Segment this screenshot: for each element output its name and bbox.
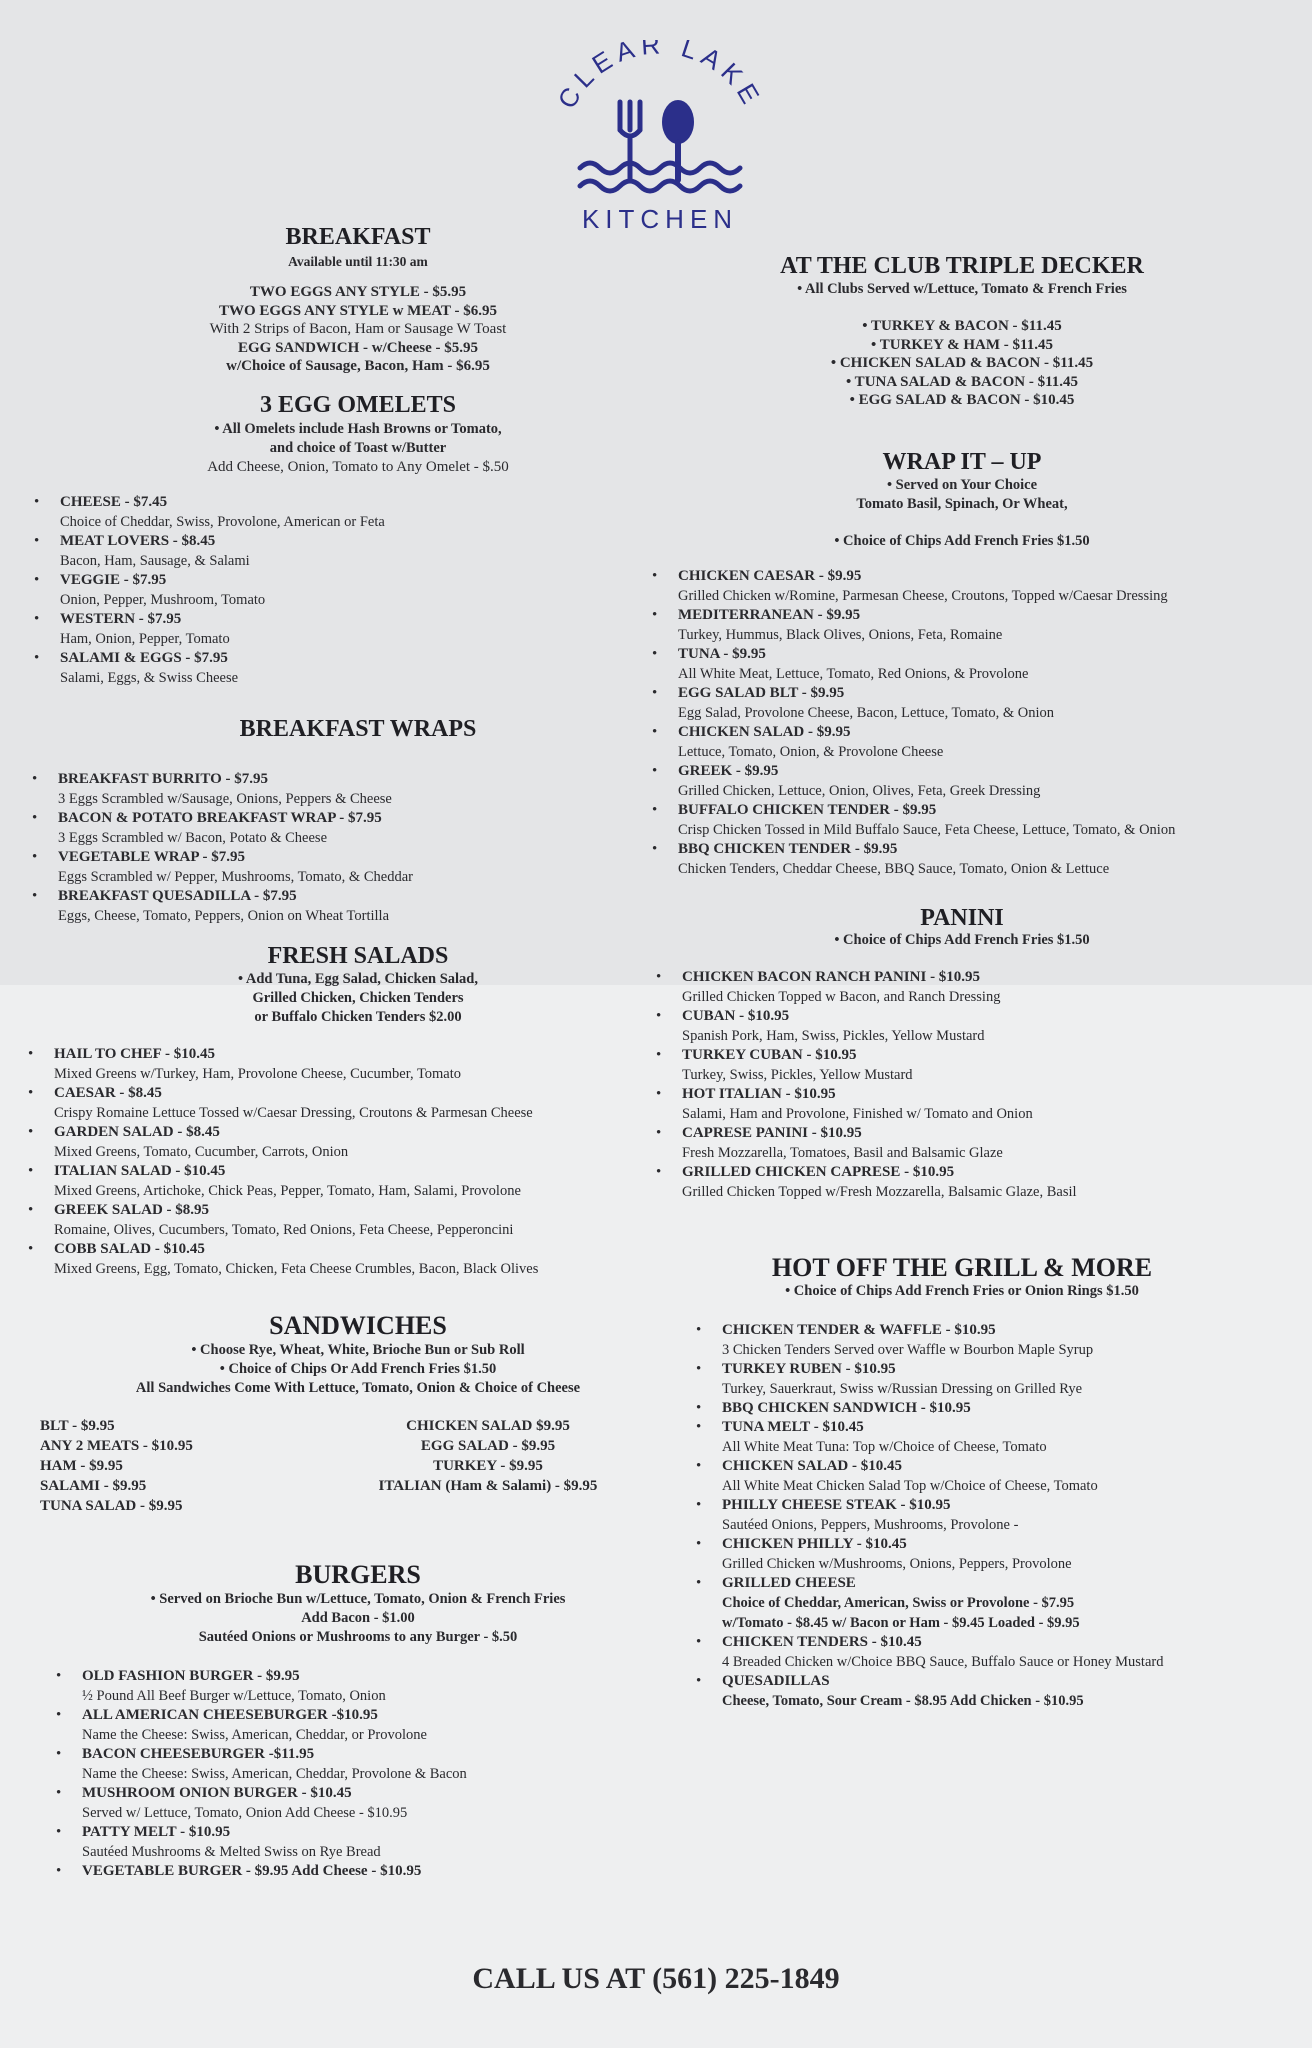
burger-item-name: • OLD FASHION BURGER - $9.95 xyxy=(82,1667,300,1684)
salad-item-desc: Crispy Romaine Lettuce Tossed w/Caesar Dressing, Croutons & Parmesan Cheese xyxy=(54,1104,533,1121)
panini-item-name: • CUBAN - $10.95 xyxy=(682,1007,790,1024)
clubs-title: AT THE CLUB TRIPLE DECKER xyxy=(780,253,1144,279)
wrap-item-name: • MEDITERRANEAN - $9.95 xyxy=(678,606,861,623)
grill-item xyxy=(696,1457,1272,1496)
burgers-title: BURGERS xyxy=(295,1559,421,1589)
burger-item-name: • BACON CHEESEBURGER -$11.95 xyxy=(82,1745,315,1762)
salad-item-desc: Mixed Greens, Artichoke, Chick Peas, Pepper, Tomato, Ham, Salami, Provolone xyxy=(54,1182,521,1199)
wraps-note-2: Tomato Basil, Spinach, Or Wheat, xyxy=(856,495,1068,512)
clubs-list xyxy=(652,317,1272,410)
salads-title: FRESH SALADS xyxy=(267,942,449,969)
salad-item xyxy=(28,1045,688,1084)
wrap-item xyxy=(652,645,1292,684)
panini-item-desc: Spanish Pork, Ham, Swiss, Pickles, Yellow Mustard xyxy=(682,1027,985,1044)
burger-item-name: • MUSHROOM ONION BURGER - $10.45 xyxy=(82,1784,352,1801)
burger-item-name: • ALL AMERICAN CHEESEBURGER -$10.95 xyxy=(82,1706,378,1723)
burger-item xyxy=(56,1667,688,1706)
wrap-item xyxy=(652,723,1292,762)
breakfast-section xyxy=(28,222,688,376)
omelet-item xyxy=(34,610,688,649)
wrap-item xyxy=(652,567,1292,606)
panini-item-desc: Grilled Chicken Topped w Bacon, and Ranch Dressing xyxy=(682,988,1001,1005)
sandwich-item: ITALIAN (Ham & Salami) - $9.95 xyxy=(378,1477,598,1494)
breakfast-wrap-item-name: • VEGETABLE WRAP - $7.95 xyxy=(58,848,245,865)
breakfast-line: TWO EGGS ANY STYLE - $5.95 xyxy=(249,284,467,300)
logo-kitchen-text: KITCHEN xyxy=(581,204,739,234)
burger-item xyxy=(56,1784,688,1823)
breakfast-wrap-item-name: • BREAKFAST QUESADILLA - $7.95 xyxy=(58,887,297,904)
wrap-item-desc: Turkey, Hummus, Black Olives, Onions, Feta, Romaine xyxy=(678,626,1003,643)
grill-item xyxy=(696,1672,1272,1711)
grill-item-desc: Cheese, Tomato, Sour Cream - $8.95 Add Chicken - $10.95 xyxy=(722,1692,1084,1709)
breakfast-line: TWO EGGS ANY STYLE w MEAT - $6.95 xyxy=(218,302,498,319)
panini-section xyxy=(652,905,1272,1202)
grill-list xyxy=(696,1321,1272,1711)
omelet-item xyxy=(34,532,688,571)
omelet-item-name: • WESTERN - $7.95 xyxy=(60,610,182,627)
omelets-note-2: and choice of Toast w/Butter xyxy=(269,439,447,456)
salad-item-name: • COBB SALAD - $10.45 xyxy=(54,1240,205,1257)
breakfast-line: With 2 Strips of Bacon, Ham or Sausage W Toast xyxy=(209,321,507,337)
grill-item-desc: All White Meat Chicken Salad Top w/Choice of Cheese, Tomato xyxy=(722,1477,1098,1494)
grill-section xyxy=(652,1254,1272,1711)
omelet-item-name: • CHEESE - $7.45 xyxy=(60,493,168,510)
grill-item-name: • CHICKEN TENDERS - $10.45 xyxy=(722,1633,922,1650)
omelets-list xyxy=(34,493,688,688)
burger-item-desc: ½ Pound All Beef Burger w/Lettuce, Tomato, Onion xyxy=(82,1687,386,1704)
breakfast-wrap-item-desc: Eggs Scrambled w/ Pepper, Mushrooms, Tomato, & Cheddar xyxy=(58,868,413,885)
wrap-item xyxy=(652,606,1292,645)
salad-item xyxy=(28,1162,688,1201)
club-item: • EGG SALAD & BACON - $10.45 xyxy=(849,392,1075,408)
salads-list xyxy=(28,1045,688,1279)
omelets-title: 3 EGG OMELETS xyxy=(259,391,457,418)
omelet-item xyxy=(34,571,688,610)
wrap-item xyxy=(652,762,1292,801)
panini-title: PANINI xyxy=(920,904,1004,931)
club-item: • TUNA SALAD & BACON - $11.45 xyxy=(845,373,1079,390)
breakfast-wrap-item xyxy=(32,770,688,809)
omelets-note-1: • All Omelets include Hash Browns or Tomato, xyxy=(214,420,502,437)
grill-item xyxy=(696,1418,1272,1457)
salad-item xyxy=(28,1084,688,1123)
omelet-item-desc: Ham, Onion, Pepper, Tomato xyxy=(60,630,230,647)
panini-list xyxy=(656,968,1272,1202)
grill-title: HOT OFF THE GRILL & MORE xyxy=(771,1252,1153,1282)
burger-item-name: • VEGETABLE BURGER - $9.95 Add Cheese - $10.95 xyxy=(82,1862,422,1879)
breakfast-wrap-item-desc: Eggs, Cheese, Tomato, Peppers, Onion on Wheat Tortilla xyxy=(58,907,390,924)
panini-item-name: • TURKEY CUBAN - $10.95 xyxy=(682,1046,857,1063)
omelet-item-name: • MEAT LOVERS - $8.45 xyxy=(60,532,216,549)
omelet-item xyxy=(34,493,688,532)
breakfast-wrap-item xyxy=(32,848,688,887)
omelet-item-name: • SALAMI & EGGS - $7.95 xyxy=(60,649,228,666)
panini-item xyxy=(656,1085,1272,1124)
wrap-item-desc: All White Meat, Lettuce, Tomato, Red Onions, & Provolone xyxy=(678,665,1029,682)
svg-text:CLEAR LAKE xyxy=(552,40,769,114)
wrap-item-name: • BUFFALO CHICKEN TENDER - $9.95 xyxy=(678,801,937,818)
burgers-note-3: Sautéed Onions or Mushrooms to any Burger - $.50 xyxy=(198,1628,518,1645)
sandwich-item: HAM - $9.95 xyxy=(40,1457,123,1474)
burgers-note-2: Add Bacon - $1.00 xyxy=(301,1609,415,1626)
wrap-item xyxy=(652,840,1292,879)
wraps-chips-note: • Choice of Chips Add French Fries $1.50 xyxy=(834,532,1090,549)
phone-number: CALL US AT (561) 225-1849 xyxy=(472,1962,840,1995)
grill-item xyxy=(696,1321,1272,1360)
grill-item-name: • QUESADILLAS xyxy=(722,1672,830,1689)
sandwich-item: EGG SALAD - $9.95 xyxy=(420,1437,556,1454)
breakfast-wraps-list xyxy=(32,770,688,926)
salad-item-desc: Mixed Greens, Tomato, Cucumber, Carrots, Onion xyxy=(54,1143,349,1160)
grill-item-name: • PHILLY CHEESE STEAK - $10.95 xyxy=(722,1496,951,1513)
panini-item-name: • CAPRESE PANINI - $10.95 xyxy=(682,1124,862,1141)
grill-item xyxy=(696,1633,1272,1672)
breakfast-wrap-item-desc: 3 Eggs Scrambled w/ Bacon, Potato & Cheese xyxy=(58,829,328,846)
sandwiches-right-list xyxy=(328,1416,648,1496)
grill-item-desc: 4 Breaded Chicken w/Choice BBQ Sauce, Buffalo Sauce or Honey Mustard xyxy=(722,1653,1164,1670)
burger-item xyxy=(56,1862,688,1881)
clubs-note: • All Clubs Served w/Lettuce, Tomato & French Fries xyxy=(797,281,1127,297)
wrap-item-name: • TUNA - $9.95 xyxy=(678,645,766,662)
panini-note: • Choice of Chips Add French Fries $1.50 xyxy=(834,931,1090,948)
sandwiches-note-1: • Choose Rye, Wheat, White, Brioche Bun or Sub Roll xyxy=(191,1341,525,1358)
salads-note-3: or Buffalo Chicken Tenders $2.00 xyxy=(254,1008,462,1025)
grill-item-name: • TUNA MELT - $10.45 xyxy=(722,1418,864,1435)
sandwich-item: SALAMI - $9.95 xyxy=(40,1477,147,1494)
panini-item-name: • HOT ITALIAN - $10.95 xyxy=(682,1085,836,1102)
panini-item xyxy=(656,1124,1272,1163)
wrap-item-name: • GREEK - $9.95 xyxy=(678,762,779,779)
grill-item-desc: Choice of Cheddar, American, Swiss or Provolone - $7.95 xyxy=(722,1594,1075,1611)
breakfast-wrap-item xyxy=(32,887,688,926)
burger-item xyxy=(56,1706,688,1745)
grill-item-desc: w/Tomato - $8.45 w/ Bacon or Ham - $9.45 Loaded - $9.95 xyxy=(722,1614,1080,1631)
club-item: • CHICKEN SALAD & BACON - $11.45 xyxy=(830,355,1094,371)
breakfast-wrap-item-name: • BACON & POTATO BREAKFAST WRAP - $7.95 xyxy=(58,809,382,826)
breakfast-line: EGG SANDWICH - w/Cheese - $5.95 xyxy=(238,339,478,356)
wrap-item-desc: Grilled Chicken w/Romine, Parmesan Cheese, Croutons, Topped w/Caesar Dressing xyxy=(678,587,1168,604)
omelet-item-name: • VEGGIE - $7.95 xyxy=(60,571,167,588)
omelet-item xyxy=(34,649,688,688)
grill-item xyxy=(696,1496,1272,1535)
burger-item-desc: Name the Cheese: Swiss, American, Cheddar, or Provolone xyxy=(82,1726,427,1743)
burger-item-desc: Name the Cheese: Swiss, American, Cheddar, Provolone & Bacon xyxy=(82,1765,467,1782)
grill-item-desc: 3 Chicken Tenders Served over Waffle w Bourbon Maple Syrup xyxy=(722,1341,1094,1358)
grill-item-name: • CHICKEN TENDER & WAFFLE - $10.95 xyxy=(722,1321,996,1338)
wrap-item-desc: Grilled Chicken, Lettuce, Onion, Olives, Feta, Greek Dressing xyxy=(678,782,1041,799)
grill-item-desc: Turkey, Sauerkraut, Swiss w/Russian Dressing on Grilled Rye xyxy=(722,1380,1083,1397)
sandwich-item: CHICKEN SALAD $9.95 xyxy=(406,1417,570,1434)
sandwiches-note-2: • Choice of Chips Or Add French Fries $1.50 xyxy=(219,1360,497,1377)
grill-item-name: • GRILLED CHEESE xyxy=(722,1574,856,1591)
burger-item-desc: Served w/ Lettuce, Tomato, Onion Add Cheese - $10.95 xyxy=(82,1804,408,1821)
sandwiches-note-3: All Sandwiches Come With Lettuce, Tomato, Onion & Choice of Cheese xyxy=(135,1379,581,1396)
grill-item-name: • CHICKEN SALAD - $10.45 xyxy=(722,1457,903,1474)
wraps-list xyxy=(652,567,1292,879)
wrap-item xyxy=(652,684,1292,723)
grill-item-name: • CHICKEN PHILLY - $10.45 xyxy=(722,1535,907,1552)
burgers-note-1: • Served on Brioche Bun w/Lettuce, Tomato, Onion & French Fries xyxy=(150,1590,566,1607)
omelets-addon: Add Cheese, Onion, Tomato to Any Omelet - $.50 xyxy=(207,458,509,475)
grill-item xyxy=(696,1535,1272,1574)
logo-arc-text: CLEAR LAKE xyxy=(551,40,769,114)
wrap-item-desc: Egg Salad, Provolone Cheese, Bacon, Lettuce, Tomato, & Onion xyxy=(678,704,1055,721)
wrap-item-desc: Crisp Chicken Tossed in Mild Buffalo Sauce, Feta Cheese, Lettuce, Tomato, & Onion xyxy=(678,821,1176,838)
breakfast-subtitle: Available until 11:30 am xyxy=(288,254,428,269)
omelets-section xyxy=(28,390,688,688)
club-item: • TURKEY & HAM - $11.45 xyxy=(871,336,1053,353)
wrap-item-name: • CHICKEN SALAD - $9.95 xyxy=(678,723,851,740)
grill-item xyxy=(696,1360,1272,1399)
wrap-item xyxy=(652,801,1292,840)
grill-note: • Choice of Chips Add French Fries or Onion Rings $1.50 xyxy=(785,1282,1139,1299)
panini-item-desc: Grilled Chicken Topped w/Fresh Mozzarella, Balsamic Glaze, Basil xyxy=(682,1183,1077,1200)
sandwiches-grid xyxy=(28,1416,688,1516)
grill-item-name: • BBQ CHICKEN SANDWICH - $10.95 xyxy=(722,1399,971,1416)
sandwich-item: ANY 2 MEATS - $10.95 xyxy=(40,1437,193,1454)
breakfast-wrap-item-name: • BREAKFAST BURRITO - $7.95 xyxy=(58,770,269,787)
breakfast-wraps-title: BREAKFAST WRAPS xyxy=(239,715,477,742)
breakfast-wrap-item-desc: 3 Eggs Scrambled w/Sausage, Onions, Peppers & Cheese xyxy=(58,790,392,807)
panini-item-desc: Fresh Mozzarella, Tomatoes, Basil and Balsamic Glaze xyxy=(682,1144,1003,1161)
panini-item xyxy=(656,968,1272,1007)
salads-note-2: Grilled Chicken, Chicken Tenders xyxy=(252,989,464,1006)
salad-item xyxy=(28,1201,688,1240)
burgers-list xyxy=(56,1667,688,1881)
salad-item-desc: Mixed Greens, Egg, Tomato, Chicken, Feta Cheese Crumbles, Bacon, Black Olives xyxy=(54,1260,539,1277)
grill-item-name: • TURKEY RUBEN - $10.95 xyxy=(722,1360,896,1377)
grill-item xyxy=(696,1399,1272,1418)
panini-item-name: • CHICKEN BACON RANCH PANINI - $10.95 xyxy=(682,968,981,985)
wraps-note-1: • Served on Your Choice xyxy=(886,476,1038,493)
sandwich-item: TURKEY - $9.95 xyxy=(433,1457,543,1474)
right-column xyxy=(652,252,1292,1711)
burger-item-name: • PATTY MELT - $10.95 xyxy=(82,1823,231,1840)
wrap-item-desc: Chicken Tenders, Cheddar Cheese, BBQ Sauce, Tomato, Onion & Lettuce xyxy=(678,860,1110,877)
clubs-section xyxy=(652,252,1272,410)
wraps-section xyxy=(652,448,1272,879)
sandwich-item: BLT - $9.95 xyxy=(40,1417,115,1434)
salad-item-name: • GREEK SALAD - $8.95 xyxy=(54,1201,210,1218)
grill-item-desc: Sautéed Onions, Peppers, Mushrooms, Provolone - xyxy=(722,1516,1019,1533)
restaurant-logo xyxy=(540,40,780,240)
sandwich-item: TUNA SALAD - $9.95 xyxy=(40,1497,183,1514)
salad-item-name: • CAESAR - $8.45 xyxy=(54,1084,162,1101)
breakfast-title: BREAKFAST xyxy=(285,224,431,250)
panini-item-desc: Salami, Ham and Provolone, Finished w/ Tomato and Onion xyxy=(682,1105,1033,1122)
salad-item xyxy=(28,1123,688,1162)
wrap-item-name: • BBQ CHICKEN TENDER - $9.95 xyxy=(678,840,898,857)
panini-item-name: • GRILLED CHICKEN CAPRESE - $10.95 xyxy=(682,1163,955,1180)
left-column xyxy=(28,222,688,1881)
salad-item-desc: Mixed Greens w/Turkey, Ham, Provolone Cheese, Cucumber, Tomato xyxy=(54,1065,462,1082)
salads-section xyxy=(28,942,688,1279)
breakfast-lines xyxy=(28,283,688,376)
wrap-item-name: • CHICKEN CAESAR - $9.95 xyxy=(678,567,862,584)
breakfast-line: w/Choice of Sausage, Bacon, Ham - $6.95 xyxy=(226,358,490,374)
burgers-section xyxy=(28,1560,688,1881)
sandwiches-section xyxy=(28,1311,688,1516)
burger-item-desc: Sautéed Mushrooms & Melted Swiss on Rye Bread xyxy=(82,1843,381,1860)
panini-item-desc: Turkey, Swiss, Pickles, Yellow Mustard xyxy=(682,1066,913,1083)
burger-item xyxy=(56,1745,688,1784)
panini-item xyxy=(656,1163,1272,1202)
breakfast-wrap-item xyxy=(32,809,688,848)
salad-item-name: • GARDEN SALAD - $8.45 xyxy=(54,1123,220,1140)
omelet-item-desc: Bacon, Ham, Sausage, & Salami xyxy=(60,552,250,569)
sandwiches-left-list xyxy=(40,1416,193,1516)
wrap-item-name: • EGG SALAD BLT - $9.95 xyxy=(678,684,845,701)
panini-item xyxy=(656,1046,1272,1085)
grill-item-desc: All White Meat Tuna: Top w/Choice of Cheese, Tomato xyxy=(722,1438,1047,1455)
breakfast-wraps-section xyxy=(28,714,688,926)
grill-item-desc: Grilled Chicken w/Mushrooms, Onions, Peppers, Provolone xyxy=(722,1555,1072,1572)
salad-item-name: • HAIL TO CHEF - $10.45 xyxy=(54,1045,216,1062)
club-item: • TURKEY & BACON - $11.45 xyxy=(862,318,1062,334)
omelet-item-desc: Salami, Eggs, & Swiss Cheese xyxy=(60,669,239,686)
omelet-item-desc: Choice of Cheddar, Swiss, Provolone, American or Feta xyxy=(60,513,385,530)
salad-item-desc: Romaine, Olives, Cucumbers, Tomato, Red Onions, Feta Cheese, Pepperoncini xyxy=(54,1221,514,1238)
salad-item-name: • ITALIAN SALAD - $10.45 xyxy=(54,1162,226,1179)
wrap-item-desc: Lettuce, Tomato, Onion, & Provolone Cheese xyxy=(678,743,944,760)
wraps-title: WRAP IT – UP xyxy=(882,448,1042,475)
salads-note-1: • Add Tuna, Egg Salad, Chicken Salad, xyxy=(237,970,478,987)
omelet-item-desc: Onion, Pepper, Mushroom, Tomato xyxy=(60,591,266,608)
grill-item xyxy=(696,1574,1272,1633)
salad-item xyxy=(28,1240,688,1279)
sandwiches-title: SANDWICHES xyxy=(269,1310,447,1340)
burger-item xyxy=(56,1823,688,1862)
panini-item xyxy=(656,1007,1272,1046)
fork-spoon-waves-icon xyxy=(540,40,780,240)
